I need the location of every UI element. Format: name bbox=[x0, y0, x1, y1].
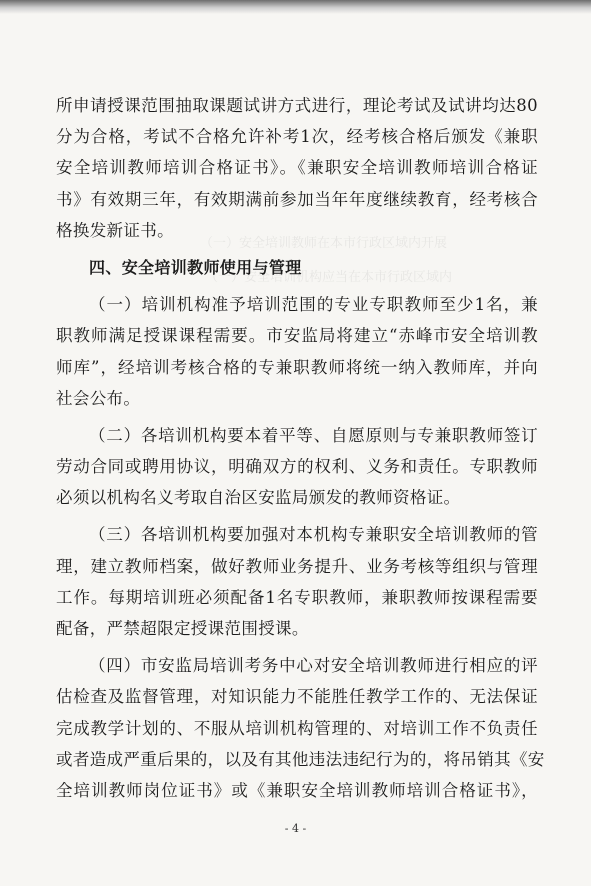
text-line: 所申请授课范围抽取课题试讲方式进行，理论考试及试讲均达80 bbox=[56, 96, 538, 115]
text-line: 师库”，经培训考核合格的专兼职教师将统一纳入教师库，并向 bbox=[56, 357, 538, 377]
text-line: 安全培训教师培训合格证书》。《兼职安全培训教师培训合格证 bbox=[56, 158, 538, 178]
text-line: （一）培训机构准予培训范围的专业专职教师至少1名，兼 bbox=[89, 295, 538, 315]
paragraph bbox=[56, 650, 545, 806]
text-line: 配备，严禁超限定授课范围授课。 bbox=[56, 619, 309, 638]
show-through-text: （一）安全培训机构应当在本市行政区域内 bbox=[205, 270, 453, 285]
paragraph bbox=[56, 519, 538, 644]
text-line: 完成教学计划的、不服从培训机构管理的、对培训工作不负责任 bbox=[56, 718, 538, 738]
text-line: 工作。每期培训班必须配备1名专职教师，兼职教师按课程需要 bbox=[56, 587, 538, 607]
text-line: （三）各培训机构要加强对本机构专兼职安全培训教师的管 bbox=[89, 525, 538, 545]
text-line: （二）各培训机构要本着平等、自愿原则与专兼职教师签订 bbox=[89, 425, 538, 445]
text-line: 社会公布。 bbox=[56, 388, 141, 408]
text-line: 书》有效期三年，有效期满前参加当年年度继续教育，经考核合 bbox=[56, 189, 538, 209]
text-line: 或者造成严重后果的，以及有其他违法违纪行为的，将吊销其《安 bbox=[56, 749, 545, 769]
paragraph bbox=[56, 289, 538, 414]
text-line: 分为合格，考试不合格允许补考1次，经考核合格后颁发《兼职 bbox=[56, 127, 538, 147]
text-line: （四）市安监局培训考务中心对安全培训教师进行相应的评 bbox=[89, 656, 538, 676]
text-line: 估检查及监督管理，对知识能力不能胜任教学工作的、无法保证 bbox=[56, 687, 538, 707]
text-line: 格换发新证书。 bbox=[56, 220, 174, 240]
paragraph bbox=[56, 420, 538, 514]
text-line: 劳动合同或聘用协议，明确双方的权利、义务和责任。专职教师 bbox=[56, 457, 538, 477]
text-line: 职教师满足授课课程需要。市安监局将建立“赤峰市安全培训教 bbox=[56, 326, 538, 346]
section-heading: 四、安全培训教师使用与管理 bbox=[89, 257, 302, 277]
show-through-text: （一）安全培训教师在本市行政区域内开展 bbox=[200, 236, 448, 251]
text-line: 全培训教师岗位证书》或《兼职安全培训教师培训合格证书》， bbox=[56, 780, 538, 800]
text-line: 理，建立教师档案，做好教师业务提升、业务考核等组织与管理 bbox=[56, 556, 538, 576]
document-body bbox=[56, 90, 545, 806]
scan-top-edge bbox=[0, 0, 591, 14]
paragraph bbox=[56, 90, 538, 246]
page-number: - 4 - bbox=[284, 822, 307, 835]
text-line: 必须以机构名义考取自治区安监局颁发的教师资格证。 bbox=[56, 488, 461, 508]
